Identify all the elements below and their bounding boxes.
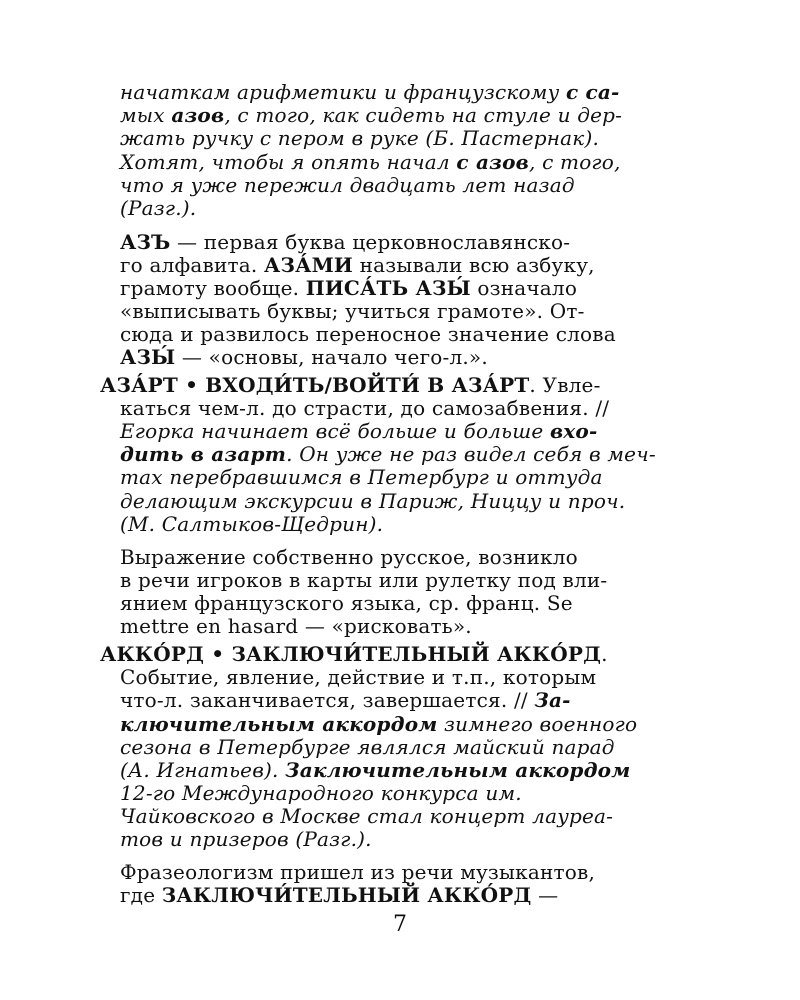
text-line [120,396,609,420]
text-line [120,299,585,323]
text-run: , с того, как сидеть на стуле и дер- [224,103,623,127]
text-run: в речи игроков в карты или рулетку под вли- [120,568,608,592]
bold-text: АККО́РД [100,642,205,666]
text-line [120,688,571,712]
text-run: мых [120,103,172,127]
text-run: mettre en hasard — «рисковать». [120,614,472,638]
text-run: . Он уже не раз видел себя в меч- [286,442,656,466]
text-run: — «основы, начало чего-л.». [175,345,488,369]
text-run: го алфавита. [120,253,264,277]
bold-text: ЗАКЛЮЧИ́ТЕЛЬНЫЙ АККО́РД [161,883,532,907]
bold-text: с азов [456,150,529,174]
bold-text: с са- [565,80,620,104]
text-line [120,345,488,369]
text-run: янием французского языка, ср. франц. Se [120,591,573,615]
text-line [120,568,607,592]
text-run: что-л. заканчивается, завершается. // [120,688,535,712]
text-line [120,758,630,782]
text-line [120,80,620,104]
text-line [120,230,570,254]
bold-text: ПИСА́ТЬ АЗЫ́ [305,276,471,300]
bold-text: ключительным аккордом [120,712,438,736]
text-line [120,150,621,174]
bold-text: ВХОДИ́ТЬ/ВОЙТИ́ В АЗА́РТ [205,373,530,397]
text-run: зимнего военного [437,712,638,736]
text-run: Выражение собственно русское, возникло [120,545,578,569]
text-run: (А. Игнатьев). [120,758,286,782]
text-line [120,489,625,513]
text-line [120,126,599,150]
text-run: тов и призеров (Разг.). [120,827,372,851]
bold-text: ЗАКЛЮЧИ́ТЕЛЬНЫЙ АККО́РД [231,642,602,666]
text-run: «выписывать буквы; учиться грамоте». От- [120,299,585,323]
text-run: Событие, явление, действие и т.п., которым [120,665,597,689]
text-run: сюда и развилось переносное значение слова [120,322,616,346]
text-line [120,712,637,736]
page-number: 7 [393,912,407,937]
text-run: означало [470,276,578,300]
text-run: где [120,883,162,907]
bold-text: Заключительным аккордом [285,758,631,782]
text-run: жать ручку с пером в руке (Б. Пастернак). [120,126,600,150]
text-run: — первая буква церковнославянско- [170,230,571,254]
text-run: делающим экскурсии в Париж, Ниццу и проч. [120,489,626,513]
text-run: грамоту вообще. [120,276,306,300]
text-line [120,781,522,805]
bold-text: АЗЫ́ [120,345,176,369]
text-line [120,419,597,443]
text-line [120,253,595,277]
text-line [120,465,603,489]
text-line [120,196,196,220]
text-run: начаткам арифметики и французскому [120,80,566,104]
text-line [100,373,601,397]
text-line [100,642,608,666]
text-run: каться чем-л. до страсти, до самозабвения. // [120,396,610,420]
text-line [120,735,615,759]
text-line [120,665,596,689]
text-run: . Увле- [529,373,601,397]
text-run: Егорка начинает всё больше и больше [120,419,550,443]
text-run: (М. Салтыков-Щедрин). [120,512,384,536]
text-line [120,173,575,197]
text-line [120,103,622,127]
text-line [120,591,573,615]
text-run: Чайковского в Москве стал концерт лауреа- [120,804,614,828]
text-run: что я уже пережил двадцать лет назад [120,173,575,197]
text-line [120,883,558,907]
bold-text: АЗА́РТ [100,373,178,397]
text-line [120,827,372,851]
text-run: (Разг.). [120,196,197,220]
bold-text: азов [171,103,225,127]
text-line [120,442,656,466]
bold-text: АЗА́МИ [263,253,354,277]
bold-text: • [177,373,206,397]
bold-text: АЗЪ [120,230,171,254]
bold-text: вхо- [549,419,598,443]
text-run: называли всю азбуку, [353,253,595,277]
text-line [120,276,577,300]
text-line [120,804,613,828]
text-run: , с того, [528,150,621,174]
text-line [120,322,616,346]
text-line [120,860,595,884]
bold-text: дить в азарт [120,442,287,466]
text-run: тах перебравшимся в Петербург и оттуда [120,465,603,489]
text-run: . [601,642,608,666]
bold-text: За- [534,688,571,712]
bold-text: • [204,642,232,666]
text-run: 12-го Международного конкурса им. [120,781,522,805]
text-line [120,512,383,536]
text-run: — [531,883,559,907]
text-line [120,545,578,569]
text-run: Фразеологизм пришел из речи музыкантов, [120,860,596,884]
text-run: Хотят, чтобы я опять начал [120,150,457,174]
text-line [120,614,472,638]
text-run: сезона в Петербурге являлся майский парад [120,735,615,759]
